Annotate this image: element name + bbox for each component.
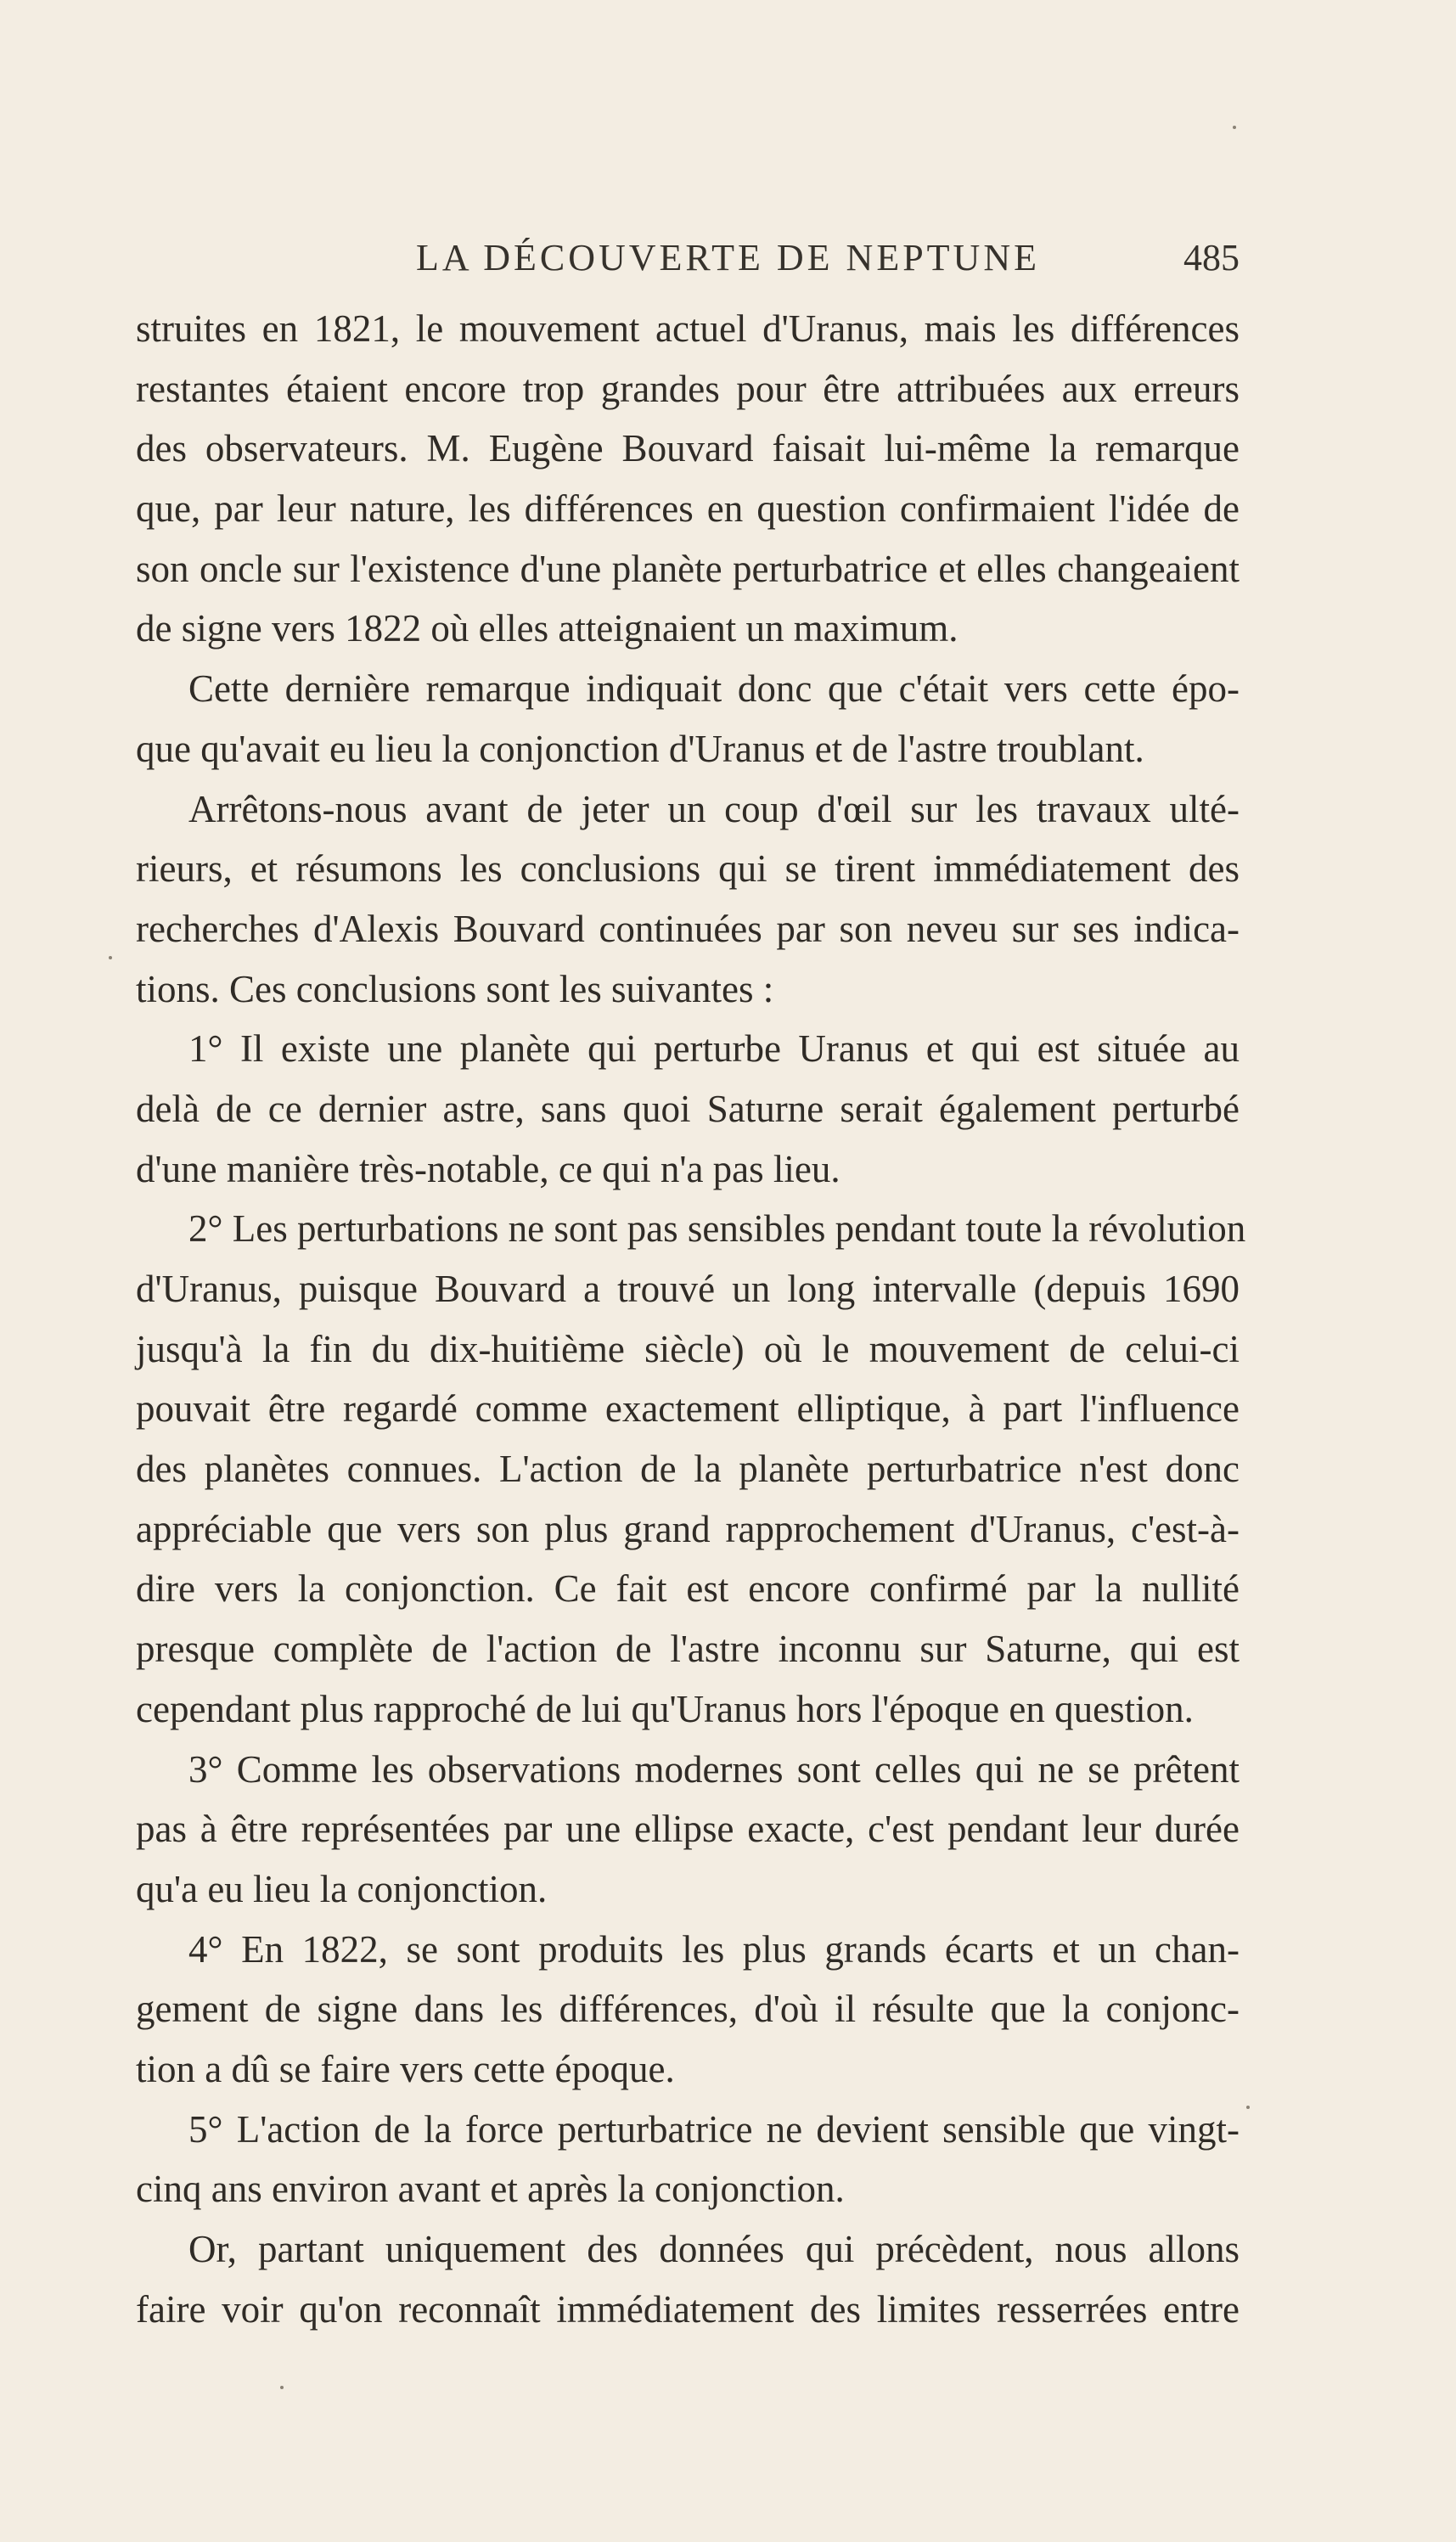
paragraph-first-line: Arrêtons-nous avant de jeter un coup d'œil sur les travaux ulté- [188, 787, 1240, 830]
text-line: cinq ans environ avant et après la conjonction. [136, 2168, 845, 2211]
text-line: presque complète de l'action de l'astre inconnu sur Saturne, qui est [136, 1628, 1240, 1671]
text-line: qu'a eu lieu la conjonction. [136, 1867, 548, 1910]
paper-speck [1246, 2106, 1250, 2109]
list-item-first-line: 5° L'action de la force perturbatrice ne devient sensible que vingt- [188, 2107, 1240, 2151]
text-line: recherches d'Alexis Bouvard continuées par son neveu sur ses indica- [136, 907, 1240, 950]
text-line: d'une manière très-notable, ce qui n'a pas lieu. [136, 1147, 840, 1190]
text-line: rieurs, et résumons les conclusions qui se tirent immédiatement des [136, 847, 1240, 891]
list-item-first-line: 3° Comme les observations modernes sont celles qui ne se prêtent [188, 1747, 1240, 1791]
page-number: 485 [1183, 237, 1240, 278]
text-line: restantes étaient encore trop grandes pour être attribuées aux erreurs [136, 367, 1240, 410]
body-text [136, 299, 1246, 2339]
running-title: LA DÉCOUVERTE DE NEPTUNE [416, 237, 1040, 278]
paper-speck [1233, 126, 1236, 129]
text-line: tions. Ces conclusions sont les suivantes : [136, 967, 774, 1010]
text-line: delà de ce dernier astre, sans quoi Saturne serait également perturbé [136, 1087, 1240, 1130]
text-line: des planètes connues. L'action de la planète perturbatrice n'est donc [136, 1448, 1240, 1491]
text-line: gement de signe dans les différences, d'où il résulte que la conjonc- [136, 1988, 1240, 2031]
list-item-first-line: 1° Il existe une planète qui perturbe Uranus et qui est située au [188, 1027, 1240, 1071]
text-line: struites en 1821, le mouvement actuel d'Uranus, mais les différences [136, 307, 1240, 350]
text-line: dire vers la conjonction. Ce fait est encore confirmé par la nullité [136, 1567, 1240, 1611]
text-line: cependant plus rapproché de lui qu'Uranus hors l'époque en question. [136, 1687, 1194, 1730]
paper-speck [280, 2386, 284, 2389]
text-line: son oncle sur l'existence d'une planète perturbatrice et elles changeaient [136, 547, 1240, 590]
text-line: faire voir qu'on reconnaît immédiatement des limites resserrées entre [136, 2287, 1240, 2331]
text-line: de signe vers 1822 où elles atteignaient un maximum. [136, 607, 958, 650]
text-line: appréciable que vers son plus grand rapprochement d'Uranus, c'est-à- [136, 1507, 1240, 1550]
text-line: jusqu'à la fin du dix-huitième siècle) où le mouvement de celui-ci [136, 1327, 1240, 1370]
paper-speck [109, 956, 112, 959]
running-head [136, 236, 1240, 287]
text-line: que, par leur nature, les différences en question confirmaient l'idée de [136, 487, 1240, 531]
paragraph-first-line: Or, partant uniquement des données qui précèdent, nous allons [188, 2228, 1240, 2270]
list-item-first-line: 2° Les perturbations ne sont pas sensibles pendant toute la révolution [188, 1207, 1246, 1251]
text-line: tion a dû se faire vers cette époque. [136, 2047, 675, 2090]
text-line: que qu'avait eu lieu la conjonction d'Uranus et de l'astre troublant. [136, 727, 1144, 770]
paragraph-first-line: Cette dernière remarque indiquait donc que c'était vers cette épo- [188, 667, 1240, 711]
text-line: pas à être représentées par une ellipse exacte, c'est pendant leur durée [136, 1808, 1240, 1851]
text-line: des observateurs. M. Eugène Bouvard faisait lui-même la remarque [136, 427, 1240, 470]
list-item-first-line: 4° En 1822, se sont produits les plus grands écarts et un chan- [188, 1927, 1240, 1971]
text-line: d'Uranus, puisque Bouvard a trouvé un long intervalle (depuis 1690 [136, 1268, 1240, 1310]
text-line: pouvait être regardé comme exactement elliptique, à part l'influence [136, 1387, 1240, 1431]
